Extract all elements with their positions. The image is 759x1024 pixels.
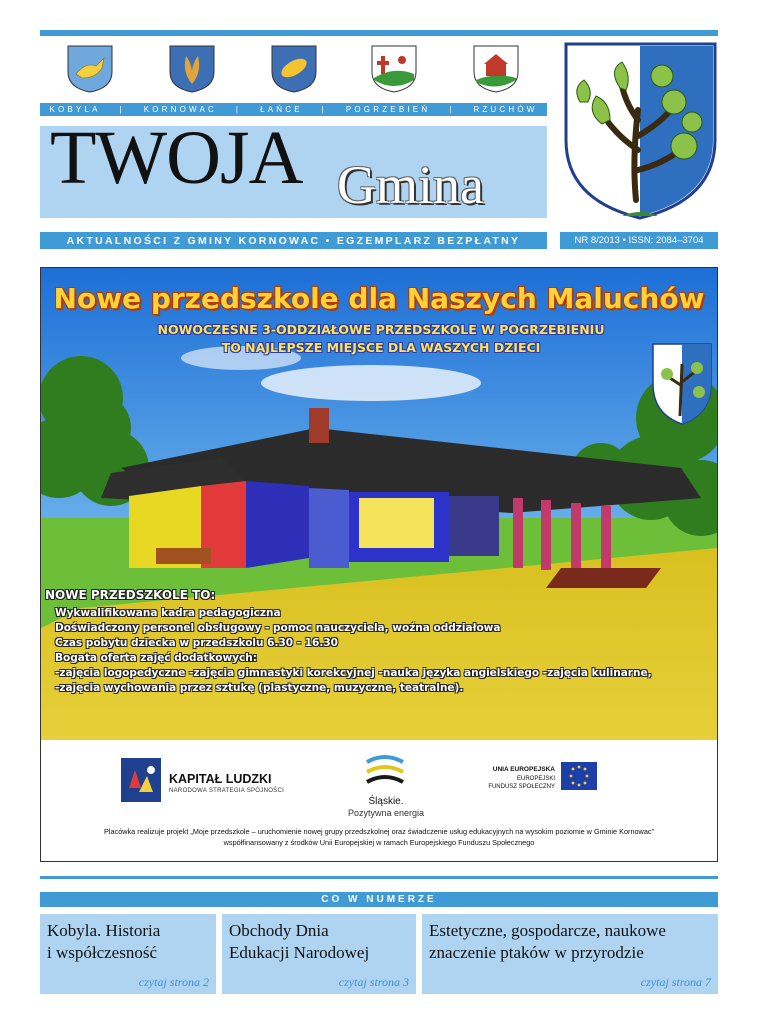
feature-line: Wykwalifikowana kadra pedagogiczna (55, 607, 281, 619)
slaskie-subtitle: Pozytywna energia (347, 808, 425, 818)
read-more-link[interactable]: czytaj strona 7 (640, 975, 711, 989)
masthead-subtitle: AKTUALNOŚCI Z GMINY KORNOWAC • EGZEMPLARZ BEZPŁATNY (40, 232, 547, 249)
lance-crest-icon (270, 44, 318, 94)
slaskie-title: Śląskie. (368, 796, 404, 807)
feature-line: -zajęcia wychowania przez sztukę (plastyczne, muzyczne, teatralne). (55, 682, 464, 694)
contents-card[interactable] (422, 914, 718, 994)
contents-card[interactable] (222, 914, 416, 994)
issue-number: NR 8/2013 • ISSN: 2084–3704 (560, 232, 718, 249)
sponsor-logos (41, 740, 717, 826)
read-more-link[interactable]: czytaj strona 2 (138, 975, 209, 989)
kapital-ludzki-subtitle: NARODOWA STRATEGIA SPÓJNOŚCI (169, 788, 285, 794)
poster-features (45, 588, 705, 696)
kornowac-crest-icon (168, 44, 216, 94)
feature-line: -zajęcia logopedyczne -zajęcia gimnastyki korekcyjnej -nauka języka angielskiego -zajęcia kulinarne, (55, 667, 652, 679)
village-kobyla: KOBYLA (49, 105, 101, 114)
divider: | (119, 105, 125, 114)
kapital-ludzki-logo-icon (121, 758, 161, 802)
village-kornowac: KORNOWAC (143, 105, 218, 114)
masthead-title: TWOJA (50, 116, 303, 200)
village-pogrzebien: POGRZEBIEŃ (345, 105, 431, 114)
poster-caption (41, 826, 717, 848)
kapital-ludzki-title: KAPITAŁ LUDZKI (169, 772, 272, 786)
feature-line: Bogata oferta zajęć dodatkowych: (55, 652, 257, 664)
kobyla-crest-icon (66, 44, 114, 94)
card-title-line-1: Kobyla. Historia (47, 921, 161, 940)
poster (40, 267, 718, 862)
caption-line-1: Placówka realizuje projekt „Moje przedszkole – uruchomienie nowej grupy przedszkolnej oraz świadczenie usług edukacyjnych na wysokim poziomie w Gminie Kornowac” (104, 827, 654, 836)
poster-subhead-2: TO NAJLEPSZE MIEJSCE DLA WASZYCH DZIECI (221, 340, 541, 355)
village-lance: ŁAŃCE (260, 105, 303, 114)
contents-heading: CO W NUMERZE (40, 892, 718, 907)
card-title-line-1: Obchody Dnia (229, 921, 329, 940)
contents-rule (40, 876, 718, 879)
card-title-line-2: i współczesność (47, 943, 158, 962)
features-title: NOWE PRZEDSZKOLE TO: (45, 588, 216, 602)
pogrzebien-crest-icon (370, 44, 418, 94)
card-title-line-2: znaczenie ptaków w przyrodzie (429, 943, 644, 962)
read-more-link[interactable]: czytaj strona 3 (338, 975, 409, 989)
poster-headline: Nowe przedszkole dla Naszych Maluchów (53, 282, 705, 315)
poster-illustration (41, 268, 717, 740)
rzuchow-crest-icon (472, 44, 520, 94)
gmina-crest-icon (562, 40, 719, 222)
feature-line: Doświadczony personel obsługowy - pomoc nauczyciela, woźna oddziałowa (55, 622, 501, 634)
feature-line: Czas pobytu dziecka w przedszkolu 6.30 - 16.30 (55, 637, 338, 649)
poster-subhead-1: NOWOCZESNE 3-ODDZIAŁOWE PRZEDSZKOLE W POGRZEBIENIU (157, 322, 605, 337)
card-title-line-2: Edukacji Narodowej (229, 943, 370, 962)
card-title-line-1: Estetyczne, gospodarcze, naukowe (429, 921, 666, 940)
eu-line-2: EUROPEJSKI (516, 776, 555, 782)
top-rule (40, 30, 718, 36)
divider: | (449, 105, 455, 114)
divider: | (235, 105, 242, 114)
slaskie-logo-icon (363, 752, 407, 792)
eu-flag-icon (561, 762, 597, 790)
village-rzuchow: RZUCHÓW (473, 105, 538, 114)
masthead-title-accent: Gmina (337, 155, 484, 215)
eu-title: UNIA EUROPEJSKA (492, 766, 555, 773)
contents-card[interactable] (40, 914, 216, 994)
eu-line-3: FUNDUSZ SPOŁECZNY (488, 784, 555, 790)
caption-line-2: współfinansowany z środków Unii Europejskiej w ramach Europejskiego Funduszu Społecznego (223, 838, 535, 847)
divider: | (321, 105, 327, 114)
villages-strip (40, 103, 547, 116)
